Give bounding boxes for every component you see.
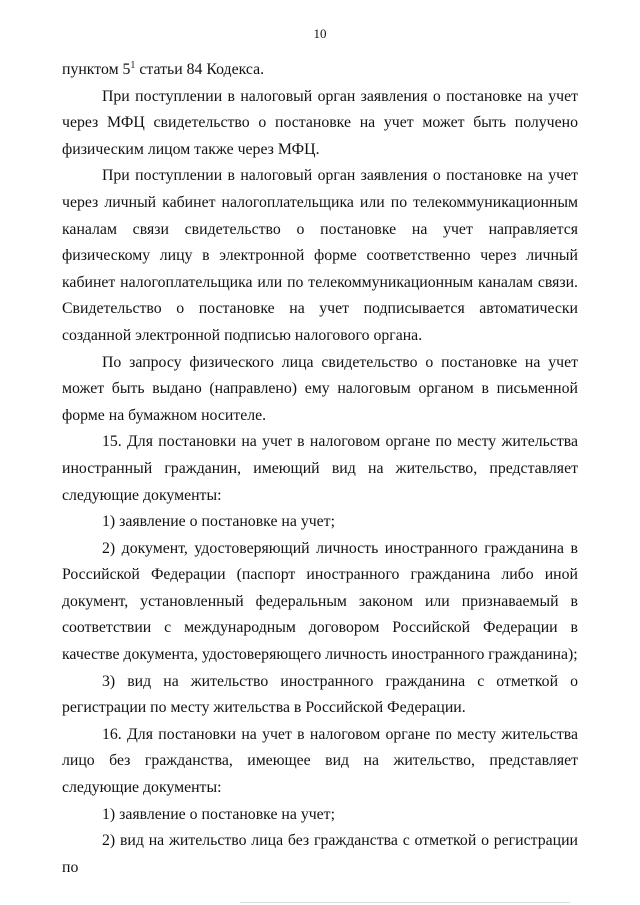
- document-body: [62, 57, 578, 881]
- text-fragment: пунктом 5: [62, 61, 131, 78]
- clause-16-item-2: 2) вид на жительство лица без гражданства с отметкой о регистрации по: [62, 832, 578, 876]
- clause-16-item-1: 1) заявление о постановке на учет;: [102, 805, 335, 823]
- clause-15: 15. Для постановки на учет в налоговом органе по месту жительства иностранный гражданин, имеющий вид на жительство, представляет следующие документы:: [62, 433, 578, 504]
- scan-edge-line: [240, 902, 570, 903]
- superscript: 1: [130, 60, 136, 71]
- clause-15-item-2: 2) документ, удостоверяющий личность иностранного гражданина в Российской Федерации (паспорт иностранного гражданина либо иной документ, установленный федеральным законом или признаваемый в соответствии с международным договором Российской Федерации в качестве документа, удостоверяющего личность иностранного гражданина);: [62, 539, 578, 664]
- paragraph-mfc: При поступлении в налоговый орган заявления о постановке на учет через МФЦ свидетельство о постановке на учет может быть получено физическим лицом также через МФЦ.: [62, 87, 578, 158]
- clause-16: 16. Для постановки на учет в налоговом органе по месту жительства лицо без гражданства, имеющее вид на жительство, представляет следующие документы:: [62, 725, 578, 797]
- paragraph-paper-request: По запросу физического лица свидетельство о постановке на учет может быть выдано (направлено) ему налоговым органом в письменной форме на бумажном носителе.: [62, 353, 578, 424]
- clause-15-item-1: 1) заявление о постановке на учет;: [102, 513, 335, 531]
- paragraph-electronic: При поступлении в налоговый орган заявления о постановке на учет через личный кабинет налогоплательщика или по телекоммуникационным каналам связи свидетельство о постановке на учет направляется физическому лицу в электронной форме соответственно через личный кабинет налогоплательщика или по телекоммуникационным каналам связи. Свидетельство о постановке на учет подписывается автоматически созданной электронной подписью налогового органа.: [62, 167, 578, 344]
- page-number: 10: [313, 26, 327, 41]
- clause-15-item-3: 3) вид на жительство иностранного гражданина с отметкой о регистрации по месту жительства в Российской Федерации.: [62, 672, 578, 717]
- paragraph-continuation: [62, 57, 578, 84]
- text-fragment: статьи 84 Кодекса.: [135, 61, 265, 78]
